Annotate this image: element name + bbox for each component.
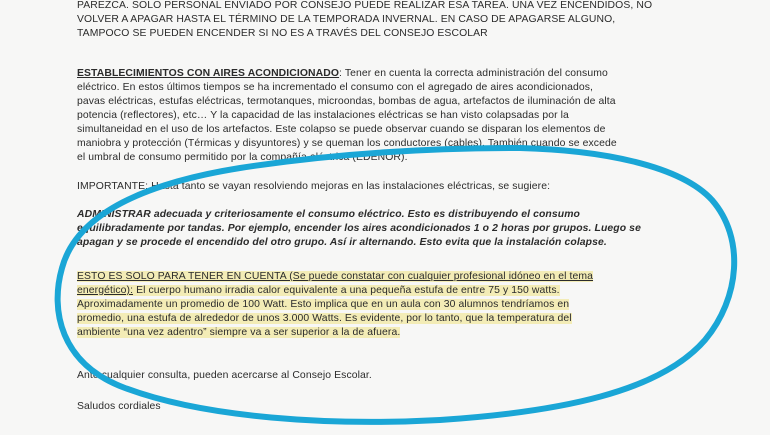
- administrar-line-2: equilibradamente por tandas. Por ejemplo, encender los aires acondicionados 1 o 2 horas por grupos. Luego se: [77, 223, 641, 234]
- importante-line: IMPORTANTE: Hasta tanto se vayan resolviendo mejoras en las instalaciones eléctricas, se sugiere:: [77, 181, 551, 192]
- aires-line-4: potencia (reflectores), etc… Y la capacidad de las instalaciones eléctricas se han visto colapsadas por la: [77, 110, 569, 121]
- solo-highlight-2b: El cuerpo humano irradia calor equivalente a una pequeña estufa de entre 75 y 150 watts.: [133, 285, 560, 296]
- aires-line-2: eléctrico. En estos últimos tiempos se ha incrementado el consumo con el agregado de aires acondicionados,: [77, 82, 593, 93]
- aires-line-7: el umbral de consumo permitido por la compañía eléctrica (EDENOR).: [77, 152, 408, 163]
- administrar-line-3: apagan y se procede el encendido del otro grupo. Así ir alternando. Esto evita que la instalación colapse.: [77, 237, 607, 248]
- intro-line-3: TAMPOCO SE PUEDEN ENCENDER SI NO ES A TRAVÉS DEL CONSEJO ESCOLAR: [77, 28, 488, 39]
- solo-line-3: [77, 298, 569, 312]
- solo-highlight-5: ambiente “una vez adentro” siempre va a ser superior a la de afuera.: [77, 327, 401, 338]
- solo-highlight-3: Aproximadamente un promedio de 100 Watt. Esto implica que en un aula con 30 alumnos tendríamos en: [77, 299, 570, 310]
- solo-highlight-1: ESTO ES SOLO PARA TENER EN CUENTA (Se puede constatar con cualquier profesional idóneo en el tema: [77, 271, 594, 282]
- aires-line-1-rest: : Tener en cuenta la correcta administración del consumo: [339, 68, 608, 79]
- solo-line-5: [77, 326, 400, 340]
- administrar-line-1: ADMINISTRAR adecuada y criteriosamente el consumo eléctrico. Esto es distribuyendo el consumo: [77, 209, 580, 220]
- aires-line-6: maniobra y protección (Térmicas y disyuntores) y se queman los conductores (cables). También cuando se excede: [77, 138, 617, 149]
- solo-line-4: [77, 312, 572, 326]
- aires-line-1: [77, 67, 608, 81]
- aires-line-5: simultaneidad en el uso de los artefactos. Este colapso se puede observar cuando se disparan los elementos de: [77, 124, 606, 135]
- solo-line-1: [77, 270, 593, 284]
- aires-line-3: pavas eléctricas, estufas eléctricas, termotanques, microondas, bombas de agua, artefactos de iluminación de alta: [77, 96, 616, 107]
- solo-highlight-4: promedio, una estufa de alrededor de unos 3.000 Watts. Es evidente, por lo tanto, que la temperatura del: [77, 313, 572, 324]
- saludos-line: Saludos cordiales: [77, 401, 161, 412]
- consulta-line: Ante cualquier consulta, pueden acercarse al Consejo Escolar.: [77, 370, 372, 381]
- solo-line-2: [77, 284, 560, 298]
- intro-line-1: PAREZCA. SOLO PERSONAL ENVIADO POR CONSEJO PUEDE REALIZAR ESA TAREA. UNA VEZ ENCENDIDOS, NO: [77, 0, 653, 11]
- aires-heading: ESTABLECIMIENTOS CON AIRES ACONDICIONADO: [77, 68, 340, 79]
- intro-line-2: VOLVER A APAGAR HASTA EL TÉRMINO DE LA TEMPORADA INVERNAL. EN CASO DE APAGARSE ALGUNO,: [77, 14, 616, 25]
- solo-highlight-2a: energético):: [77, 285, 134, 296]
